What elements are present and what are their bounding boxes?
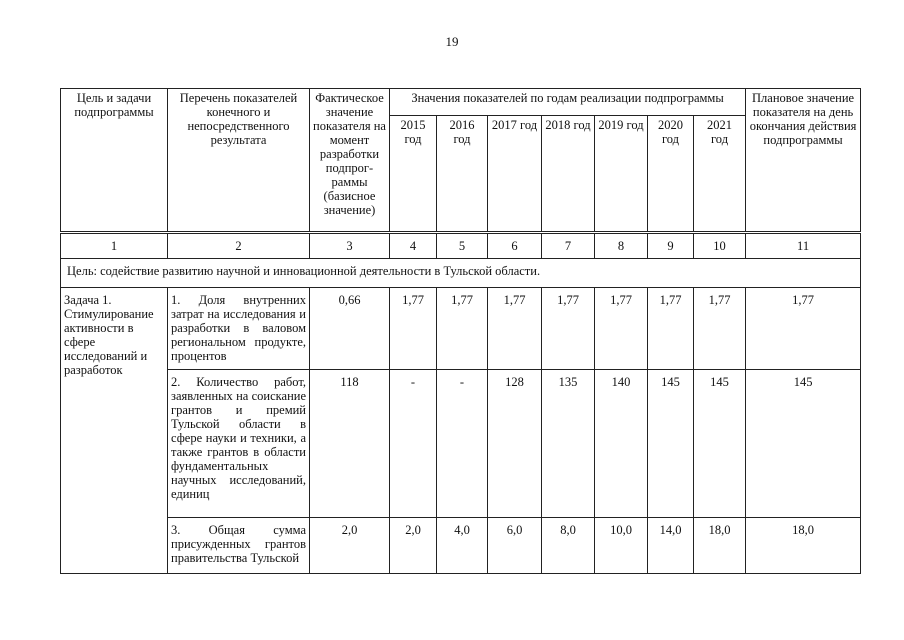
- year-value: 10,0: [595, 518, 648, 574]
- goal-text: Цель: содействие развитию научной и инновационной деятельности в Тульской области.: [61, 259, 861, 288]
- header-row: [61, 89, 861, 116]
- year-value: 145: [694, 370, 746, 518]
- header-indicators: Перечень показателей конечного и непосредственного результата: [168, 89, 310, 233]
- col-number: 10: [694, 233, 746, 259]
- year-value: 1,77: [390, 288, 437, 370]
- task-cell: Задача 1. Стимулирование активности в сфере исследований и разработок: [61, 288, 168, 574]
- header-goal-tasks: Цель и задачи подпрограммы: [61, 89, 168, 233]
- col-number: 7: [542, 233, 595, 259]
- year-value: 8,0: [542, 518, 595, 574]
- header-planned: Плановое значение показателя на день окончания действия подпрограммы: [746, 89, 861, 233]
- year-value: 145: [648, 370, 694, 518]
- year-value: 1,77: [542, 288, 595, 370]
- header-actual: Фактическое значение показателя на момент разработки подпрог-раммы (базисное значение): [310, 89, 390, 233]
- page-number: 19: [445, 34, 459, 49]
- col-number: 11: [746, 233, 861, 259]
- year-value: 18,0: [694, 518, 746, 574]
- col-number: 3: [310, 233, 390, 259]
- year-value: 4,0: [437, 518, 488, 574]
- actual-value: 0,66: [310, 288, 390, 370]
- col-number: 5: [437, 233, 488, 259]
- actual-value: 2,0: [310, 518, 390, 574]
- header-years-group: Значения показателей по годам реализации подпрограммы: [390, 89, 746, 116]
- year-value: 1,77: [648, 288, 694, 370]
- table-row: [61, 370, 861, 518]
- indicator-cell: 1. Доля внутренних затрат на исследования и разработки в валовом региональном продукте, процентов: [168, 288, 310, 370]
- col-number: 8: [595, 233, 648, 259]
- year-value: 1,77: [595, 288, 648, 370]
- year-value: 6,0: [488, 518, 542, 574]
- header-year: 2015 год: [390, 116, 437, 233]
- year-value: -: [390, 370, 437, 518]
- header-year: 2018 год: [542, 116, 595, 233]
- col-number: 4: [390, 233, 437, 259]
- year-value: 2,0: [390, 518, 437, 574]
- indicator-cell: 3. Общая сумма присужденных грантов правительства Тульской: [168, 518, 310, 574]
- col-number: 6: [488, 233, 542, 259]
- header-year: 2020 год: [648, 116, 694, 233]
- planned-value: 1,77: [746, 288, 861, 370]
- year-value: 14,0: [648, 518, 694, 574]
- planned-value: 145: [746, 370, 861, 518]
- year-value: 1,77: [488, 288, 542, 370]
- year-value: 140: [595, 370, 648, 518]
- year-value: 135: [542, 370, 595, 518]
- year-value: 1,77: [437, 288, 488, 370]
- goal-row: [61, 259, 861, 288]
- col-number: 9: [648, 233, 694, 259]
- year-value: 128: [488, 370, 542, 518]
- year-value: 1,77: [694, 288, 746, 370]
- header-year: 2021 год: [694, 116, 746, 233]
- header-year: 2017 год: [488, 116, 542, 233]
- year-value: -: [437, 370, 488, 518]
- actual-value: 118: [310, 370, 390, 518]
- col-number: 1: [61, 233, 168, 259]
- indicator-cell: 2. Количество работ, заявленных на соискание грантов и премий Тульской области в сфере науки и техники, а также грантов в области фундаментальных научных исследований, единиц: [168, 370, 310, 518]
- column-numbers-row: [61, 233, 861, 259]
- table-row: [61, 518, 861, 574]
- col-number: 2: [168, 233, 310, 259]
- planned-value: 18,0: [746, 518, 861, 574]
- table-row: [61, 288, 861, 370]
- indicators-table: [60, 88, 861, 574]
- header-year: 2016 год: [437, 116, 488, 233]
- header-year: 2019 год: [595, 116, 648, 233]
